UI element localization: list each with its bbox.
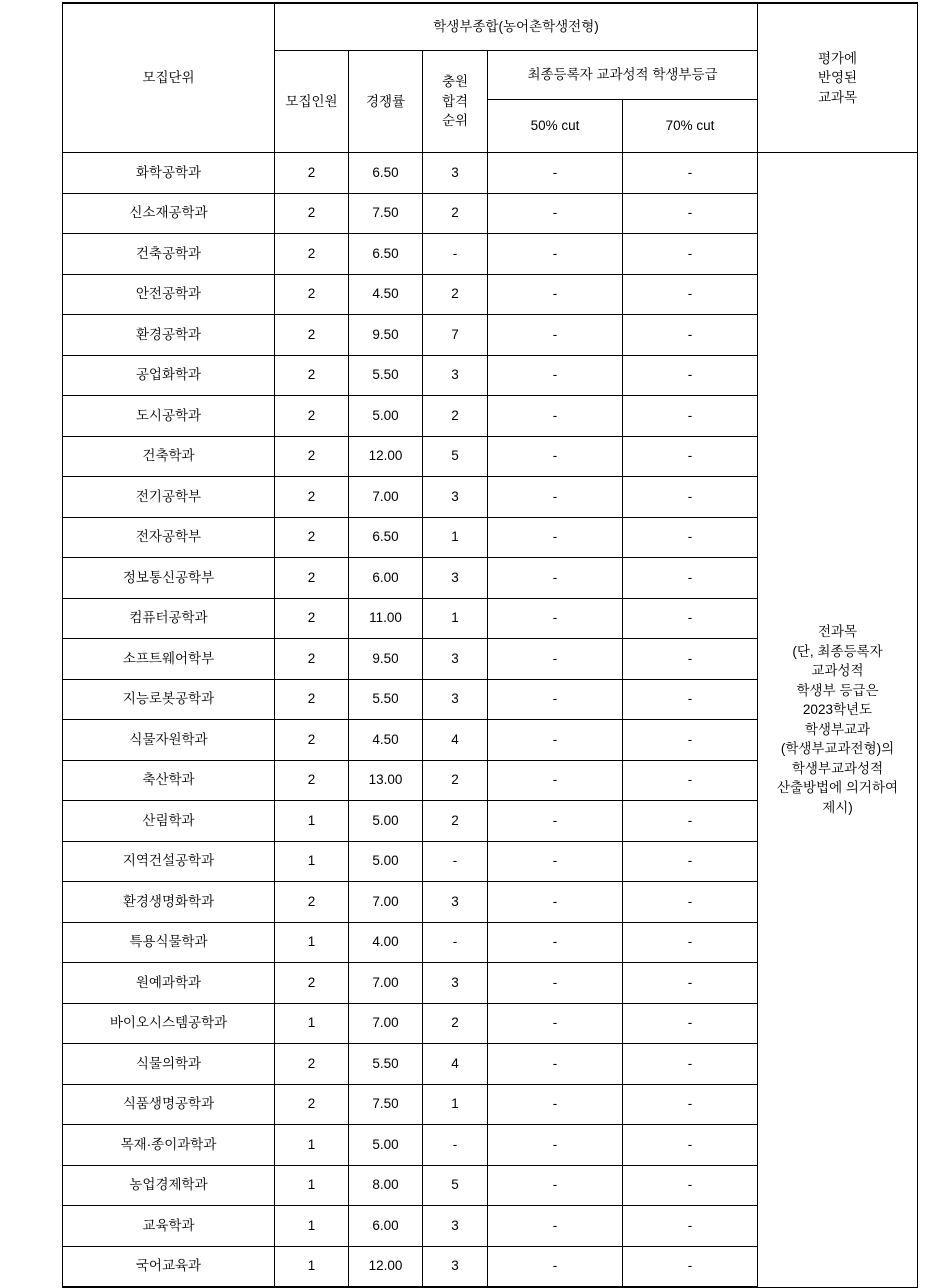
cell-cut-70: - [623,1165,758,1206]
cell-recruitment-unit: 전기공학부 [63,477,275,518]
cell-recruitment-unit: 식품생명공학과 [63,1084,275,1125]
cell-cut-70: - [623,234,758,275]
cell-recruitment-unit: 국어교육과 [63,1246,275,1287]
cell-cut-50: - [488,639,623,680]
evaluated-subjects-note-line: 산출방법에 의거하여 [776,780,899,796]
cell-quota: 1 [275,1206,349,1247]
cell-cut-50: - [488,193,623,234]
cell-additional-rank: 7 [423,315,488,356]
cell-competition-ratio: 8.00 [349,1165,423,1206]
cell-cut-70: - [623,760,758,801]
header-recruitment-unit: 모집단위 [63,3,275,153]
cell-competition-ratio: 5.50 [349,355,423,396]
cell-additional-rank: 3 [423,558,488,599]
cell-cut-70: - [623,1206,758,1247]
cell-recruitment-unit: 산림학과 [63,801,275,842]
cell-quota: 1 [275,801,349,842]
cell-cut-50: - [488,1165,623,1206]
cell-cut-50: - [488,517,623,558]
cell-competition-ratio: 7.50 [349,193,423,234]
cell-competition-ratio: 9.50 [349,639,423,680]
cell-recruitment-unit: 안전공학과 [63,274,275,315]
cell-competition-ratio: 4.50 [349,720,423,761]
cell-competition-ratio: 6.50 [349,517,423,558]
cell-quota: 2 [275,315,349,356]
cell-additional-rank: 2 [423,193,488,234]
cell-recruitment-unit: 공업화학과 [63,355,275,396]
cell-cut-70: - [623,639,758,680]
cell-additional-rank: 3 [423,153,488,194]
cell-additional-rank: 3 [423,355,488,396]
cell-cut-70: - [623,153,758,194]
header-evaluated-subjects-line-2: 반영된 [817,70,858,86]
cell-quota: 2 [275,639,349,680]
cell-additional-rank: 4 [423,720,488,761]
header-cut-70: 70% cut [623,100,758,153]
cell-competition-ratio: 7.00 [349,882,423,923]
cell-quota: 2 [275,355,349,396]
cell-additional-rank: - [423,234,488,275]
cell-additional-rank: 3 [423,639,488,680]
cell-recruitment-unit: 식물의학과 [63,1044,275,1085]
cell-additional-rank: 2 [423,801,488,842]
cell-recruitment-unit: 교육학과 [63,1206,275,1247]
cell-cut-70: - [623,720,758,761]
cell-competition-ratio: 7.00 [349,477,423,518]
cell-cut-50: - [488,355,623,396]
cell-recruitment-unit: 전자공학부 [63,517,275,558]
cell-cut-50: - [488,274,623,315]
cell-cut-50: - [488,1044,623,1085]
cell-cut-50: - [488,841,623,882]
cell-competition-ratio: 5.50 [349,1044,423,1085]
cell-competition-ratio: 6.00 [349,558,423,599]
cell-cut-70: - [623,517,758,558]
cell-cut-50: - [488,598,623,639]
evaluated-subjects-note-line: 학생부교과 [804,721,871,737]
header-cut-50: 50% cut [488,100,623,153]
header-evaluated-subjects-line-3: 교과목 [817,89,858,105]
cell-additional-rank: 3 [423,477,488,518]
cell-competition-ratio: 6.50 [349,153,423,194]
cell-cut-70: - [623,1246,758,1287]
cell-competition-ratio: 7.00 [349,963,423,1004]
cell-quota: 1 [275,1003,349,1044]
cell-recruitment-unit: 환경공학과 [63,315,275,356]
cell-cut-70: - [623,1084,758,1125]
cell-recruitment-unit: 목재·종이과학과 [63,1125,275,1166]
cell-cut-50: - [488,922,623,963]
evaluated-subjects-note-line: 학생부교과성적 [791,760,884,776]
header-rank-line-2: 합격 [441,93,469,109]
cell-additional-rank: 4 [423,1044,488,1085]
cell-cut-70: - [623,315,758,356]
cell-additional-rank: 3 [423,1206,488,1247]
cell-cut-70: - [623,1044,758,1085]
cell-cut-50: - [488,396,623,437]
cell-competition-ratio: 11.00 [349,598,423,639]
cell-cut-50: - [488,882,623,923]
cell-quota: 1 [275,922,349,963]
cell-additional-rank: - [423,841,488,882]
header-competition-ratio: 경쟁률 [349,51,423,153]
cell-competition-ratio: 7.50 [349,1084,423,1125]
cell-quota: 1 [275,1165,349,1206]
cell-additional-rank: 2 [423,274,488,315]
cell-cut-50: - [488,315,623,356]
cell-competition-ratio: 12.00 [349,1246,423,1287]
cell-additional-rank: 2 [423,760,488,801]
evaluated-subjects-note-line: 전과목 [817,623,858,639]
table-row [63,153,918,194]
cell-quota: 2 [275,396,349,437]
evaluated-subjects-note-line: 교과성적 [811,663,864,679]
cell-cut-50: - [488,679,623,720]
cell-additional-rank: - [423,1125,488,1166]
cell-additional-rank: 3 [423,1246,488,1287]
cell-quota: 2 [275,477,349,518]
cell-quota: 2 [275,234,349,275]
cell-additional-rank: - [423,922,488,963]
cell-recruitment-unit: 도시공학과 [63,396,275,437]
cell-recruitment-unit: 농업경제학과 [63,1165,275,1206]
cell-recruitment-unit: 바이오시스템공학과 [63,1003,275,1044]
cell-cut-70: - [623,193,758,234]
cell-cut-70: - [623,963,758,1004]
header-rank-line-1: 충원 [441,74,469,90]
cell-cut-70: - [623,922,758,963]
cell-cut-70: - [623,396,758,437]
header-additional-admission-rank [423,51,488,153]
cell-competition-ratio: 7.00 [349,1003,423,1044]
cell-cut-70: - [623,1125,758,1166]
cell-competition-ratio: 13.00 [349,760,423,801]
cell-recruitment-unit: 환경생명화학과 [63,882,275,923]
cell-recruitment-unit: 컴퓨터공학과 [63,598,275,639]
cell-quota: 2 [275,1084,349,1125]
cell-additional-rank: 2 [423,1003,488,1044]
cell-quota: 2 [275,598,349,639]
table-header [63,3,918,153]
cell-cut-50: - [488,760,623,801]
cell-additional-rank: 5 [423,436,488,477]
cell-recruitment-unit: 식물자원학과 [63,720,275,761]
cell-competition-ratio: 5.00 [349,1125,423,1166]
header-final-enrollee-grade: 최종등록자 교과성적 학생부등급 [488,51,758,100]
cell-cut-70: - [623,477,758,518]
cell-additional-rank: 2 [423,396,488,437]
cell-cut-50: - [488,801,623,842]
cell-competition-ratio: 4.50 [349,274,423,315]
cell-additional-rank: 3 [423,882,488,923]
cell-quota: 2 [275,274,349,315]
cell-additional-rank: 1 [423,517,488,558]
header-evaluated-subjects-line-1: 평가에 [817,50,858,66]
cell-cut-50: - [488,963,623,1004]
cell-recruitment-unit: 건축공학과 [63,234,275,275]
cell-quota: 2 [275,720,349,761]
cell-cut-70: - [623,841,758,882]
cell-recruitment-unit: 소프트웨어학부 [63,639,275,680]
cell-quota: 1 [275,841,349,882]
cell-quota: 2 [275,760,349,801]
cell-quota: 2 [275,558,349,599]
evaluated-subjects-note-line: 학생부 등급은 [796,682,879,698]
cell-evaluated-subjects-note [758,153,918,1288]
cell-recruitment-unit: 원예과학과 [63,963,275,1004]
cell-cut-50: - [488,153,623,194]
admissions-results-table [62,2,918,1288]
cell-competition-ratio: 5.00 [349,801,423,842]
cell-quota: 1 [275,1125,349,1166]
cell-cut-70: - [623,801,758,842]
cell-quota: 2 [275,679,349,720]
cell-cut-50: - [488,1246,623,1287]
cell-cut-70: - [623,355,758,396]
cell-cut-70: - [623,1003,758,1044]
evaluated-subjects-note-line: 2023학년도 [802,702,873,718]
cell-additional-rank: 5 [423,1165,488,1206]
cell-competition-ratio: 12.00 [349,436,423,477]
cell-cut-50: - [488,1084,623,1125]
cell-quota: 2 [275,963,349,1004]
cell-recruitment-unit: 정보통신공학부 [63,558,275,599]
header-row-1 [63,3,918,51]
cell-cut-50: - [488,1003,623,1044]
cell-cut-50: - [488,234,623,275]
cell-competition-ratio: 9.50 [349,315,423,356]
cell-cut-70: - [623,882,758,923]
cell-cut-70: - [623,558,758,599]
evaluated-subjects-note-line: 제시) [822,800,853,815]
cell-competition-ratio: 5.00 [349,396,423,437]
cell-cut-50: - [488,477,623,518]
cell-cut-50: - [488,720,623,761]
cell-recruitment-unit: 지능로봇공학과 [63,679,275,720]
cell-recruitment-unit: 신소재공학과 [63,193,275,234]
cell-quota: 2 [275,193,349,234]
cell-additional-rank: 3 [423,679,488,720]
cell-competition-ratio: 6.50 [349,234,423,275]
cell-additional-rank: 1 [423,1084,488,1125]
header-evaluated-subjects [758,3,918,153]
cell-quota: 2 [275,153,349,194]
cell-competition-ratio: 4.00 [349,922,423,963]
cell-cut-50: - [488,436,623,477]
cell-competition-ratio: 5.00 [349,841,423,882]
cell-quota: 2 [275,882,349,923]
cell-quota: 2 [275,1044,349,1085]
cell-cut-50: - [488,1206,623,1247]
cell-recruitment-unit: 건축학과 [63,436,275,477]
cell-quota: 2 [275,436,349,477]
cell-quota: 1 [275,1246,349,1287]
cell-recruitment-unit: 지역건설공학과 [63,841,275,882]
table-body [63,153,918,1288]
header-admission-type: 학생부종합(농어촌학생전형) [275,3,758,51]
cell-recruitment-unit: 축산학과 [63,760,275,801]
cell-competition-ratio: 6.00 [349,1206,423,1247]
cell-cut-70: - [623,436,758,477]
evaluated-subjects-note-line: (단, 최종등록자 [792,643,883,659]
cell-cut-70: - [623,598,758,639]
cell-cut-70: - [623,679,758,720]
cell-competition-ratio: 5.50 [349,679,423,720]
cell-cut-70: - [623,274,758,315]
evaluated-subjects-note-line: (학생부교과전형)의 [780,741,895,757]
cell-additional-rank: 1 [423,598,488,639]
cell-recruitment-unit: 화학공학과 [63,153,275,194]
header-rank-line-3: 순위 [441,113,469,129]
cell-quota: 2 [275,517,349,558]
cell-cut-50: - [488,558,623,599]
header-quota: 모집인원 [275,51,349,153]
cell-recruitment-unit: 특용식물학과 [63,922,275,963]
cell-cut-50: - [488,1125,623,1166]
cell-additional-rank: 3 [423,963,488,1004]
